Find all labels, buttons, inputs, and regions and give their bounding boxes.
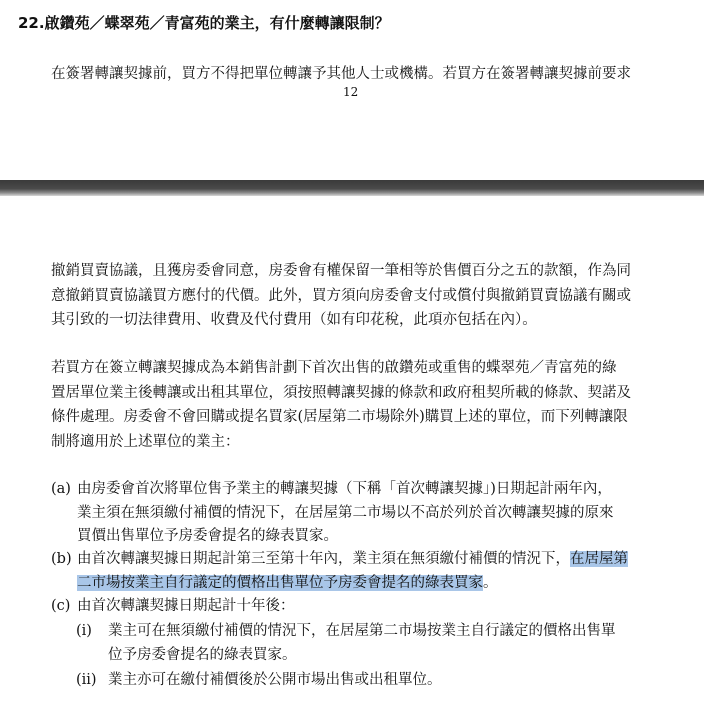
page-number: 12 bbox=[343, 85, 359, 99]
paragraph-line: 條件處理。房委會不會回購或提名買家(居屋第二市場除外)購買上述的單位，而下列轉讓限 bbox=[51, 409, 628, 425]
paragraph-line: 其引致的一切法律費用、收費及代付費用（如有印花稅，此項亦包括在內）。 bbox=[51, 312, 537, 328]
highlighted-text[interactable]: 在居屋第 bbox=[570, 551, 628, 567]
list-item-text: 業主可在無須繳付補價的情況下，在居屋第二市場按業主自行議定的價格出售單 bbox=[108, 623, 616, 639]
sub-item-i bbox=[76, 620, 686, 667]
list-item-text: 由房委會首次將單位售予業主的轉讓契據（下稱「首次轉讓契據」)日期起計兩年內， bbox=[77, 481, 612, 497]
section-heading: 22.啟鑽苑／蝶翠苑／青富苑的業主，有什麼轉讓限制？ bbox=[18, 14, 390, 32]
list-item-text: 由首次轉讓契據日期起計十年後： bbox=[77, 598, 295, 614]
paragraph-line: 意撤銷買賣協議買方應付的代價。此外，買方須向房委會支付或償付與撤銷買賣協議有關或 bbox=[51, 287, 631, 304]
list-marker: (c) bbox=[51, 598, 71, 614]
list-item-a bbox=[51, 478, 691, 549]
list-item-text: 由首次轉讓契據日期起計第三至第十年內，業主須在無須繳付補價的情況下， bbox=[77, 551, 570, 567]
list-item-text: 。 bbox=[483, 574, 498, 591]
list-marker: (ii) bbox=[76, 672, 97, 688]
list-item-text: 買價出售單位予房委會提名的綠表買家。 bbox=[77, 528, 338, 544]
previous-page bbox=[0, 0, 704, 180]
paragraph-line: 撤銷買賣協議，且獲房委會同意，房委會有權保留一筆相等於售價百分之五的款額，作為同 bbox=[51, 263, 631, 279]
paragraph-line: 置居單位業主後轉讓或出租其單位，須按照轉讓契據的條款和政府租契所載的條款、契諾及 bbox=[51, 384, 631, 401]
list-marker: (b) bbox=[51, 551, 72, 567]
paragraph-revocation bbox=[51, 259, 691, 333]
list-item-text: 業主亦可在繳付補價後於公開市場出售或出租單位。 bbox=[108, 672, 442, 688]
paragraph-transfer-conditions bbox=[51, 356, 691, 454]
highlighted-text[interactable]: 二市場按業主自行議定的價格出售單位予房委會提名的綠表買家 bbox=[77, 574, 483, 591]
list-item-c bbox=[51, 595, 691, 619]
list-item-text: 業主須在無須繳付補價的情況下，在居屋第二市場以不高於列於首次轉讓契據的原來 bbox=[77, 504, 614, 521]
page-end-paragraph: 在簽署轉讓契據前，買方不得把單位轉讓予其他人士或機構。若買方在簽署轉讓契據前要求 bbox=[51, 66, 631, 82]
list-marker: (a) bbox=[51, 481, 71, 497]
list-marker: (i) bbox=[76, 623, 92, 639]
paragraph-line: 制將適用於上述單位的業主： bbox=[51, 433, 240, 450]
list-item-b bbox=[51, 548, 691, 595]
page-separator bbox=[0, 180, 704, 196]
paragraph-line: 若買方在簽立轉讓契據成為本銷售計劃下首次出售的啟鑽苑或重售的蝶翠苑／青富苑的綠 bbox=[51, 360, 617, 376]
list-item-text: 位予房委會提名的綠表買家。 bbox=[108, 646, 297, 663]
sub-item-ii bbox=[76, 669, 686, 693]
